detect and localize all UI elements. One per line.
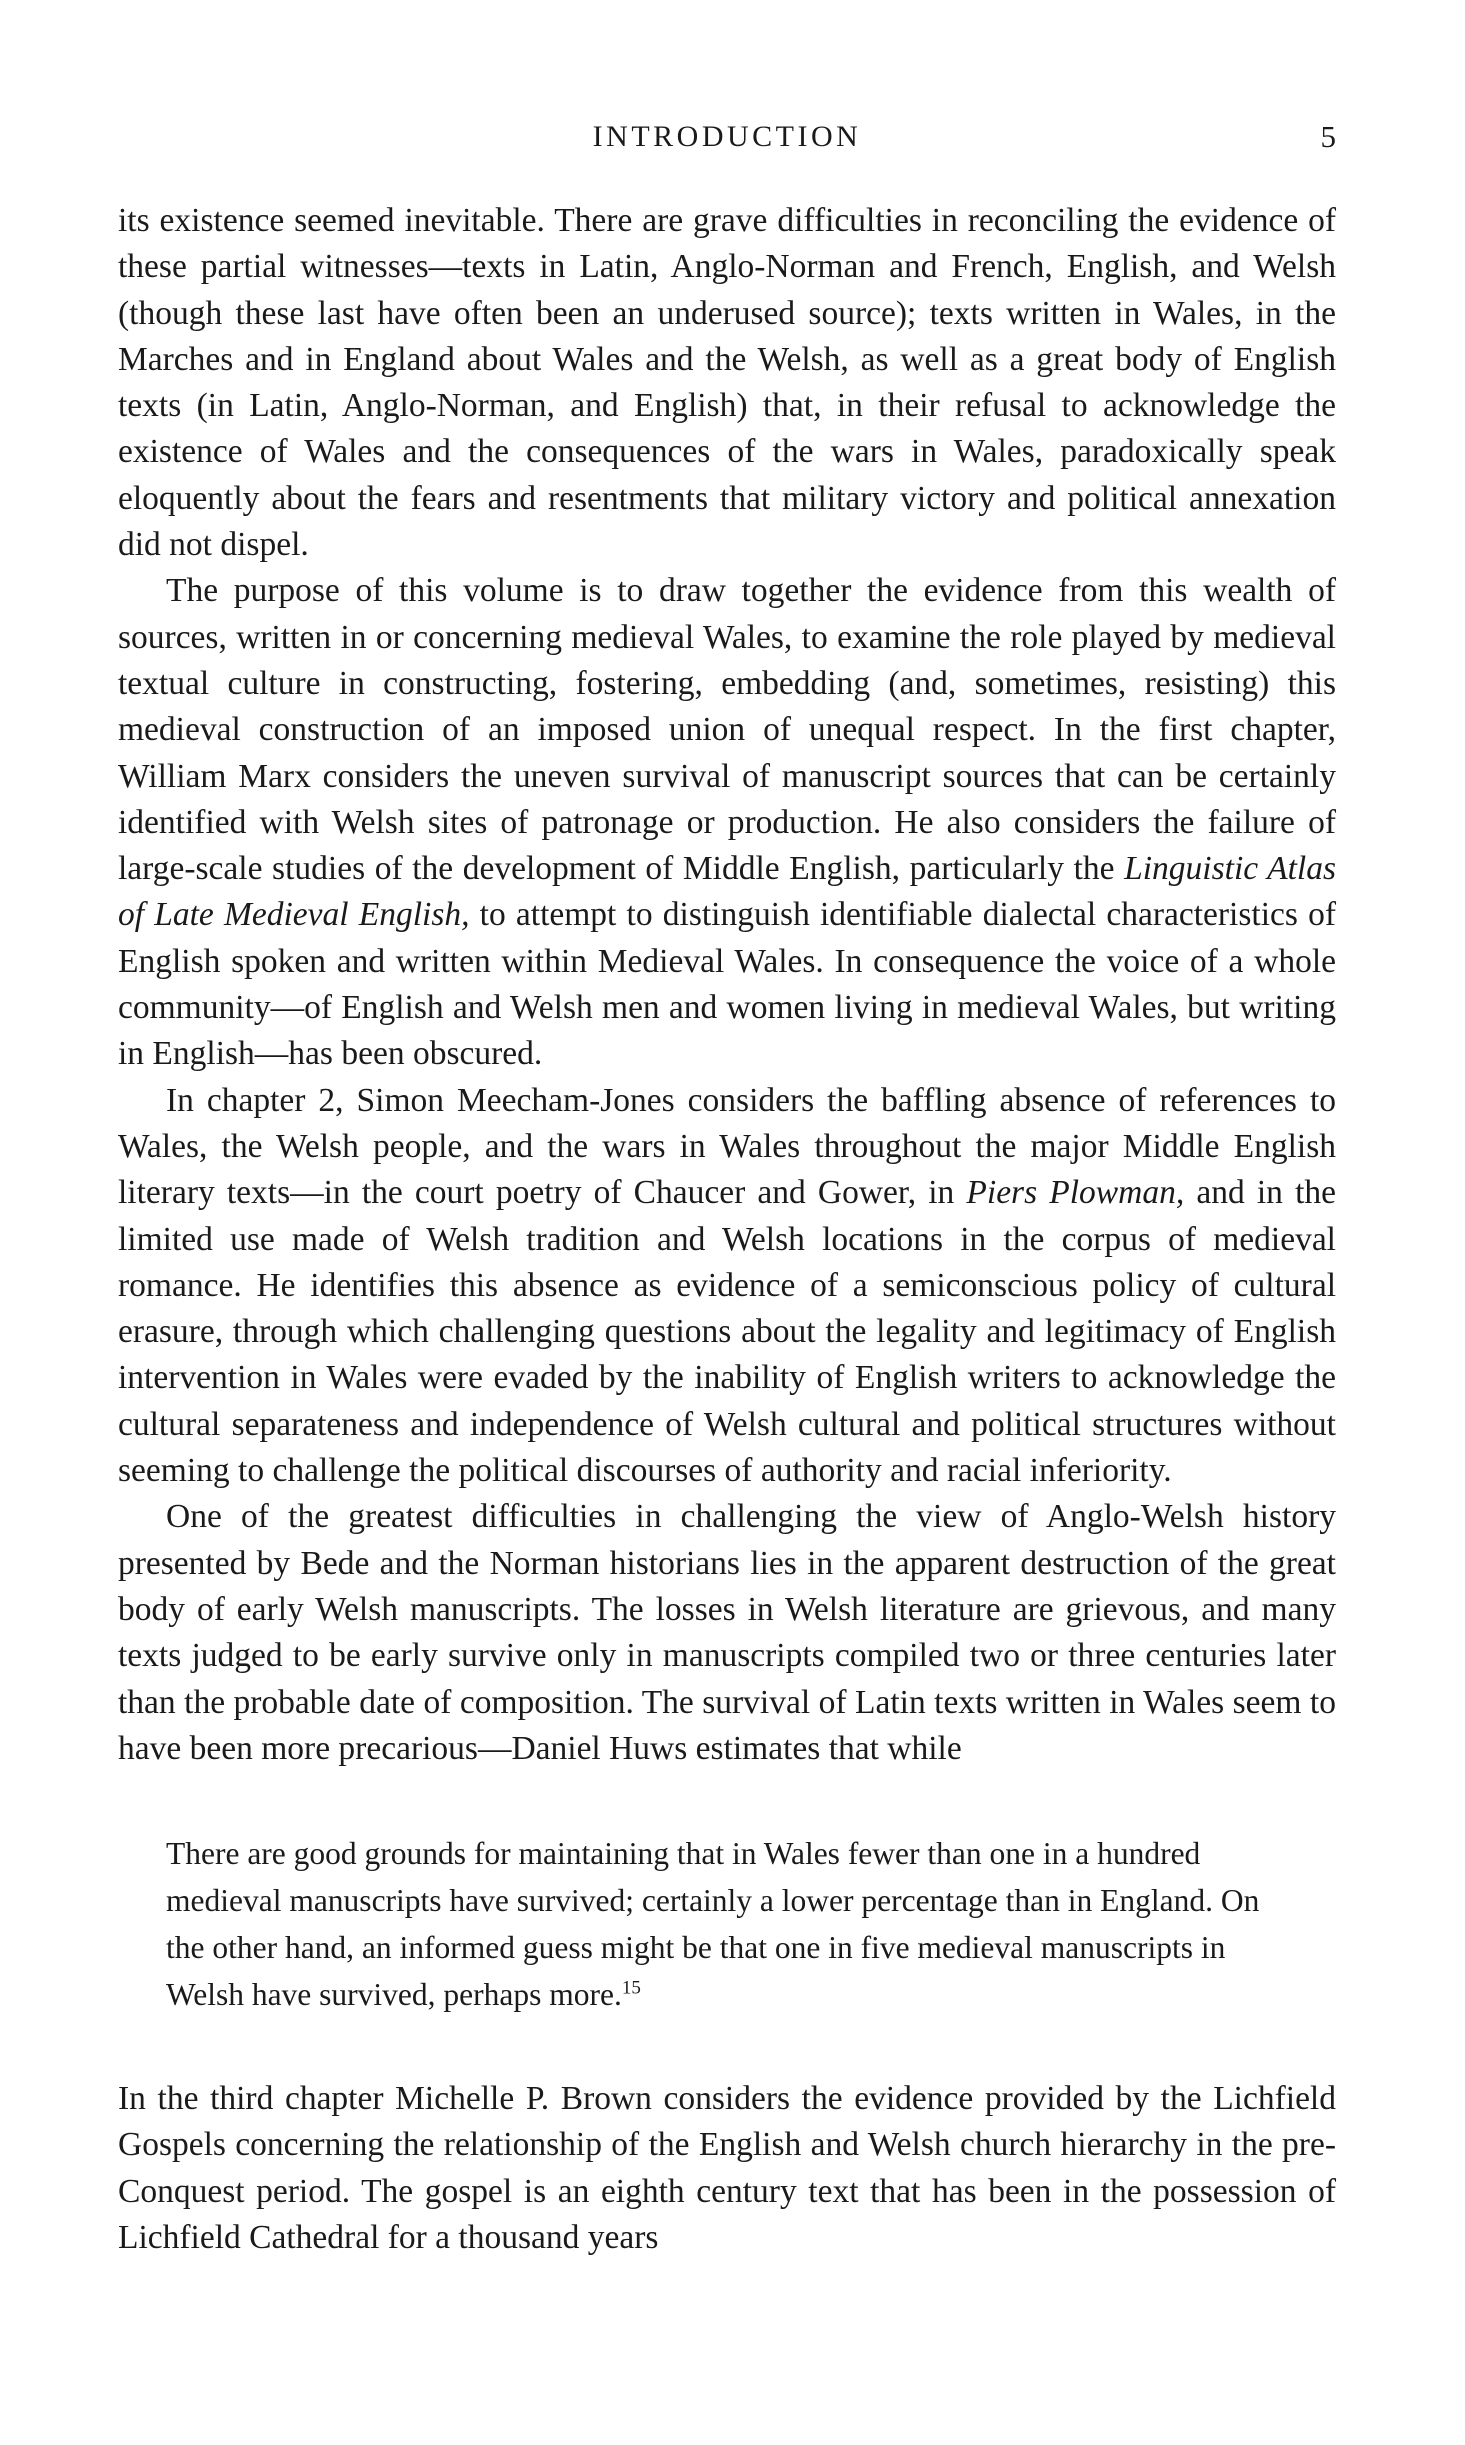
paragraph-3-text-b: and in the limited use made of Welsh tradition and Welsh locations in the corpus of medieval romance. He identifies this absence as evidence of a semiconscious policy of cultural erasure, through which challenging questions about the legality and legitimacy of English intervention in Wales were evaded by the inability of English writers to acknowledge the cultural separateness and independence of Welsh cultural and political structures without seeming to challenge the political discourses of authority and racial inferiority.	[118, 1174, 1336, 1490]
book-page	[118, 0, 1336, 2445]
paragraph-2	[118, 568, 1336, 1077]
paragraph-4: One of the greatest difficulties in challenging the view of Anglo-Welsh history presented by Bede and the Norman historians lies in the apparent destruction of the great body of early Welsh manuscripts. The losses in Welsh literature are grievous, and many texts judged to be early survive only in manuscripts compiled two or three centuries later than the probable date of composition. The survival of Latin texts written in Wales seem to have been more precarious—Daniel Huws estimates that while	[118, 1498, 1336, 1767]
paragraph-1: its existence seemed inevitable. There are grave difficulties in reconciling the evidence of these partial witnesses—texts in Latin, Anglo-Norman and French, English, and Welsh (though these last have often been an underused source); texts written in Wales, in the Marches and in England about Wales and the Welsh, as well as a great body of English texts (in Latin, Anglo-Norman, and English) that, in their refusal to acknowledge the existence of Wales and the consequences of the wars in Wales, paradoxically speak eloquently about the fears and resentments that military victory and political annexation did not dispel.	[118, 202, 1336, 564]
body-text	[118, 198, 1336, 2261]
piers-plowman-title: Piers Plowman,	[966, 1174, 1185, 1212]
running-head	[118, 112, 1336, 162]
block-quote	[166, 1830, 1284, 2018]
running-title: INTRODUCTION	[592, 120, 862, 153]
paragraph-3-text-a: In chapter 2, Simon Meecham-Jones considers the baffling absence of references to Wales, the Welsh people, and the wars in Wales throughout the major Middle English literary texts—in the court poetry of Chaucer and Gower, in	[118, 1081, 1336, 1212]
linguistic-atlas-title: Linguistic Atlas of Late Medieval English,	[118, 850, 1336, 934]
footnote-marker[interactable]: 15	[621, 1977, 641, 1999]
block-quote-text: There are good grounds for maintaining that in Wales fewer than one in a hundred medieval manuscripts have survived; certainly a lower percentage than in England. On the other hand, an informed guess might be that one in five medieval manuscripts in Welsh have survived, perhaps more.	[166, 1836, 1260, 2013]
paragraph-2-text-a: The purpose of this volume is to draw together the evidence from this wealth of sources, written in or concerning medieval Wales, to examine the role played by medieval textual culture in constructing, fostering, embedding (and, sometimes, resisting) this medieval construction of an imposed union of unequal respect. In the first chapter, William Marx considers the uneven survival of manuscript sources that can be certainly identified with Welsh sites of patronage or production. He also considers the failure of large-scale studies of the development of Middle English, particularly the	[118, 572, 1336, 888]
paragraph-3	[118, 1078, 1336, 1495]
paragraph-2-text-b: to attempt to distinguish identifiable dialectal characteristics of English spoken and written within Medieval Wales. In consequence the voice of a whole community—of English and Welsh men and women living in medieval Wales, but writing in English—has been obscured.	[118, 896, 1336, 1073]
page-number: 5	[1320, 119, 1336, 154]
paragraph-5: In the third chapter Michelle P. Brown considers the evidence provided by the Lichfield Gospels concerning the relationship of the English and Welsh church hierarchy in the pre-Conquest period. The gospel is an eighth century text that has been in the possession of Lichfield Cathedral for a thousand years	[118, 2080, 1336, 2256]
